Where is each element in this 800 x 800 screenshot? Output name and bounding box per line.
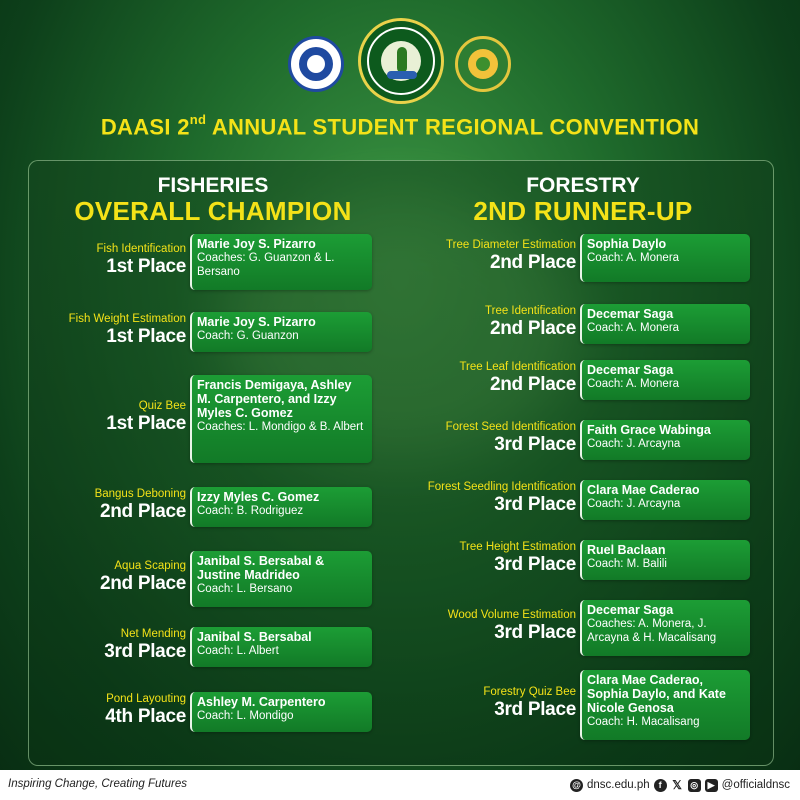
page-title bbox=[0, 114, 800, 140]
fisheries-coach: Coach: L. Bersano bbox=[197, 583, 293, 595]
forestry-event-label bbox=[0, 481, 576, 515]
fisheries-winner: Marie Joy S. Pizarro bbox=[197, 315, 316, 329]
title-ordinal: nd bbox=[189, 112, 207, 127]
fisheries-winner: Francis Demigaya, Ashley M. Carpentero, and Izzy Myles C. Gomez bbox=[197, 378, 352, 420]
forestry-event-label bbox=[0, 686, 576, 720]
fisheries-event-name: Bangus Deboning bbox=[94, 488, 186, 500]
forestry-standing: 2ND RUNNER-UP bbox=[473, 196, 693, 226]
fisheries-event-name: Aqua Scaping bbox=[114, 560, 186, 572]
website-link[interactable]: dnsc.edu.ph bbox=[586, 779, 650, 791]
forestry-event-label bbox=[0, 541, 576, 575]
fisheries-winner: Janibal S. Bersabal bbox=[197, 630, 312, 644]
fisheries-place: 1st Place bbox=[106, 326, 186, 347]
forestry-place: 3rd Place bbox=[494, 699, 576, 720]
social-handle[interactable]: @officialdnsc bbox=[721, 779, 790, 791]
fisheries-event-name: Pond Layouting bbox=[106, 693, 186, 705]
logo-row bbox=[0, 18, 800, 108]
forestry-place: 3rd Place bbox=[494, 622, 576, 643]
instagram-icon[interactable]: ◎ bbox=[688, 779, 701, 792]
fisheries-seal-logo bbox=[455, 36, 511, 92]
fisheries-winner: Marie Joy S. Pizarro bbox=[197, 237, 316, 251]
globe-icon[interactable]: @ bbox=[570, 779, 583, 792]
forestry-winner: Decemar Saga bbox=[587, 307, 674, 321]
fisheries-event-name: Quiz Bee bbox=[138, 400, 186, 412]
forestry-coach: Coach: A. Monera bbox=[587, 322, 680, 334]
fisheries-coach: Coach: L. Albert bbox=[197, 645, 279, 657]
fisheries-coach: Coach: L. Mondigo bbox=[197, 710, 294, 722]
forestry-title: FORESTRY bbox=[526, 174, 640, 197]
fisheries-title: FISHERIES bbox=[157, 174, 269, 197]
forestry-event-label bbox=[0, 239, 576, 273]
forestry-result-card bbox=[580, 360, 750, 400]
forestry-event-label bbox=[0, 361, 576, 395]
forestry-coach: Coach: A. Monera bbox=[587, 252, 680, 264]
forestry-place: 2nd Place bbox=[489, 318, 576, 339]
fisheries-place: 1st Place bbox=[106, 413, 186, 434]
forestry-winner: Clara Mae Caderao bbox=[587, 483, 700, 497]
title-suffix: ANNUAL STUDENT REGIONAL CONVENTION bbox=[206, 114, 700, 140]
fisheries-place: 4th Place bbox=[105, 706, 186, 727]
facebook-icon[interactable]: f bbox=[654, 779, 667, 792]
daasi-seal-logo bbox=[288, 36, 344, 92]
fisheries-place: 1st Place bbox=[106, 256, 186, 277]
fisheries-place: 3rd Place bbox=[104, 641, 186, 662]
fisheries-winner: Janibal S. Bersabal & Justine Madrideo bbox=[197, 554, 325, 582]
footer-bar bbox=[0, 770, 800, 800]
forestry-result-card bbox=[580, 420, 750, 460]
fisheries-place: 2nd Place bbox=[99, 573, 186, 594]
fisheries-coach: Coaches: G. Guanzon & L. Bersano bbox=[197, 252, 335, 278]
dnsc-seal-logo bbox=[358, 18, 444, 104]
forestry-coach: Coach: A. Monera bbox=[587, 378, 680, 390]
forestry-event-name: Forest Seedling Identification bbox=[427, 481, 576, 493]
forestry-place: 3rd Place bbox=[494, 554, 576, 575]
forestry-coach: Coaches: A. Monera, J. Arcayna & H. Macalisang bbox=[587, 618, 717, 644]
forestry-coach: Coach: J. Arcayna bbox=[587, 498, 681, 510]
forestry-place: 2nd Place bbox=[489, 374, 576, 395]
forestry-place: 3rd Place bbox=[494, 494, 576, 515]
fisheries-winner: Izzy Myles C. Gomez bbox=[197, 490, 320, 504]
forestry-event-name: Tree Height Estimation bbox=[459, 541, 576, 553]
fisheries-coach: Coach: B. Rodriguez bbox=[197, 505, 304, 517]
forestry-heading bbox=[418, 174, 748, 225]
tagline: Inspiring Change, Creating Futures bbox=[8, 778, 187, 790]
forestry-result-card bbox=[580, 304, 750, 344]
forestry-winner: Clara Mae Caderao, Sophia Daylo, and Kate Nicole Genosa bbox=[587, 673, 726, 715]
x-icon[interactable]: 𝕏 bbox=[672, 777, 682, 792]
forestry-winner: Faith Grace Wabinga bbox=[587, 423, 711, 437]
fisheries-event-name: Fish Weight Estimation bbox=[68, 313, 186, 325]
forestry-event-name: Forest Seed Identification bbox=[445, 421, 576, 433]
forestry-result-card bbox=[580, 670, 750, 740]
forestry-event-name: Forestry Quiz Bee bbox=[483, 686, 576, 698]
forestry-result-card bbox=[580, 600, 750, 656]
forestry-coach: Coach: M. Balili bbox=[587, 558, 667, 570]
forestry-result-card bbox=[580, 480, 750, 520]
social-links bbox=[570, 776, 790, 794]
forestry-result-card bbox=[580, 540, 750, 580]
forestry-event-label bbox=[0, 609, 576, 643]
fisheries-winner: Ashley M. Carpentero bbox=[197, 695, 326, 709]
forestry-winner: Sophia Daylo bbox=[587, 237, 667, 251]
forestry-place: 3rd Place bbox=[494, 434, 576, 455]
forestry-event-name: Tree Leaf Identification bbox=[459, 361, 576, 373]
fisheries-event-name: Fish Identification bbox=[96, 243, 186, 255]
fisheries-standing: OVERALL CHAMPION bbox=[74, 196, 352, 226]
forestry-event-label bbox=[0, 421, 576, 455]
youtube-icon[interactable]: ▶ bbox=[705, 779, 718, 792]
forestry-coach: Coach: J. Arcayna bbox=[587, 438, 681, 450]
forestry-coach: Coach: H. Macalisang bbox=[587, 716, 700, 728]
fisheries-coach: Coaches: L. Mondigo & B. Albert bbox=[197, 421, 364, 433]
fisheries-coach: Coach: G. Guanzon bbox=[197, 330, 299, 342]
forestry-event-name: Tree Identification bbox=[485, 305, 576, 317]
fisheries-place: 2nd Place bbox=[99, 501, 186, 522]
fisheries-heading bbox=[48, 174, 378, 225]
forestry-winner: Decemar Saga bbox=[587, 603, 674, 617]
forestry-winner: Decemar Saga bbox=[587, 363, 674, 377]
fisheries-event-name: Net Mending bbox=[120, 628, 186, 640]
forestry-place: 2nd Place bbox=[489, 252, 576, 273]
forestry-event-label bbox=[0, 305, 576, 339]
forestry-event-name: Tree Diameter Estimation bbox=[446, 239, 576, 251]
forestry-winner: Ruel Baclaan bbox=[587, 543, 666, 557]
title-prefix: DAASI 2 bbox=[100, 114, 190, 140]
forestry-event-name: Wood Volume Estimation bbox=[447, 609, 576, 621]
forestry-result-card bbox=[580, 234, 750, 282]
